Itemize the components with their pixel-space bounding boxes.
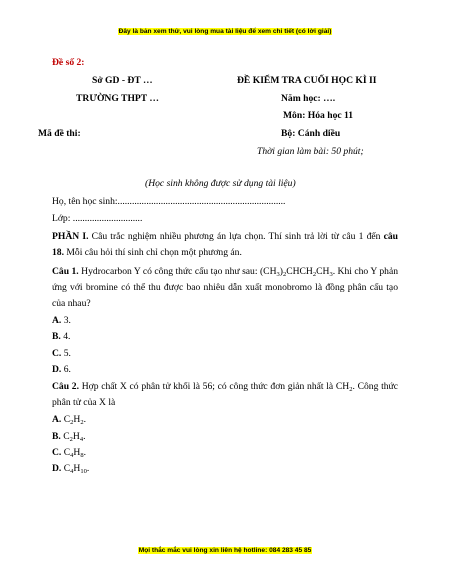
exam-title: ĐỀ KIỂM TRA CUỐI HỌC KÌ II <box>237 74 377 86</box>
header-row-3 <box>52 108 398 126</box>
option-value: 5. <box>61 347 71 359</box>
option-value: 4. <box>60 331 71 343</box>
option-value: C <box>61 463 71 475</box>
option-value: H <box>73 463 81 475</box>
subscript: 2 <box>312 270 317 278</box>
option-value: . <box>86 463 90 475</box>
option-value: 3. <box>61 315 71 327</box>
option-key: C. <box>52 347 62 359</box>
time-limit: Thời gian làm bài: 50 phút; <box>257 145 364 157</box>
subscript: 4 <box>70 451 74 459</box>
class-row <box>52 211 398 229</box>
subscript: 2 <box>70 419 74 427</box>
question-1-label: Câu 1. <box>52 265 79 277</box>
subscript: 4 <box>79 435 84 443</box>
subscript: 8 <box>80 451 84 459</box>
book-series: Bộ: Cánh diều <box>281 128 341 140</box>
header-row-1 <box>52 73 398 91</box>
subscript: 2 <box>282 270 287 278</box>
question-2-option-a <box>52 412 398 428</box>
subscript: 3 <box>329 270 333 278</box>
option-key: A. <box>52 414 62 426</box>
preview-banner <box>0 28 450 35</box>
option-key: D. <box>52 363 62 375</box>
department: Sở GD - ĐT … <box>92 74 153 86</box>
subscript: 10 <box>80 468 87 476</box>
question-1-text: CH <box>316 265 330 277</box>
header-row-2 <box>52 91 398 109</box>
option-key: D. <box>52 463 62 475</box>
spacer <box>52 162 398 176</box>
part1-desc-bold: câu 18. <box>52 231 399 259</box>
option-value: . <box>83 414 86 426</box>
question-1-option-b <box>52 329 398 345</box>
part1-title: PHẦN I. <box>52 231 89 243</box>
option-value: H <box>73 446 81 458</box>
header-row-5 <box>52 144 398 162</box>
question-1-text: . Khi cho Y phản ứng với bromine có thể thu được bao nhiêu dẫn xuất monobromo là đồng phân cấu tạo của nhau? <box>52 265 398 309</box>
option-value: C <box>61 446 71 458</box>
option-value: C <box>61 414 71 426</box>
question-2-label: Câu 2. <box>52 381 79 392</box>
option-value: H <box>73 414 81 426</box>
part1-desc-end: Mỗi câu hỏi thí sinh chỉ chọn một phương án. <box>64 247 242 259</box>
part1-desc: Câu trắc nghiệm nhiều phương án lựa chọn. Thí sinh trả lời từ câu 1 đến <box>88 231 384 243</box>
question-1-text: Hydrocarbon Y có công thức cấu tạo như sau: (CH <box>78 265 277 277</box>
exam-note: (Học sinh không được sử dụng tài liệu) <box>145 177 296 189</box>
subscript: 2 <box>69 435 73 443</box>
option-value: 6. <box>61 363 71 375</box>
class-field: Lớp: ............................. <box>52 213 143 225</box>
question-2-option-b <box>52 429 398 445</box>
hotline-banner <box>0 547 450 554</box>
preview-banner-text: Đây là bản xem thử, vui lòng mua tài liệu để xem chi tiết (có lời giải) <box>118 28 332 35</box>
header-row-4 <box>38 126 398 144</box>
question-2-text: Hợp chất X có phân tử khối là 56; có công thức đơn giản nhất là CH <box>78 381 350 392</box>
question-1-option-a <box>52 313 398 329</box>
question-1-text: CHCH <box>286 265 313 277</box>
question-1-option-c <box>52 346 398 362</box>
option-key: A. <box>52 315 62 327</box>
exam-number-row <box>52 55 398 73</box>
question-1-text: ) <box>279 265 283 277</box>
school-year: Năm học: …. <box>281 92 336 104</box>
subject: Môn: Hóa học 11 <box>283 110 354 122</box>
option-key: B. <box>52 331 61 343</box>
question-2-option-c <box>52 445 398 461</box>
hotline-banner-text: Mọi thắc mắc vui lòng xin liên hệ hotline: 084 283 45 85 <box>138 547 312 554</box>
exam-content <box>38 55 399 477</box>
student-name-field: Họ, tên học sinh:...................................................................... <box>52 195 286 207</box>
question-2 <box>52 379 398 411</box>
student-name-row <box>52 194 398 212</box>
subscript: 2 <box>349 386 353 393</box>
part1-instructions <box>52 229 398 261</box>
subscript: 4 <box>70 468 74 476</box>
option-value: . <box>83 430 86 442</box>
exam-number: Đề số 2: <box>52 57 85 68</box>
subscript: 2 <box>80 419 84 427</box>
option-value: . <box>83 446 86 458</box>
question-2-option-d <box>52 461 398 477</box>
option-key: C. <box>52 446 62 458</box>
subscript: 3 <box>276 270 280 278</box>
question-1-option-d <box>52 362 398 378</box>
question-2-text: . Công thức phân tử của X là <box>52 381 399 409</box>
exam-code: Mã đề thi: <box>38 128 81 140</box>
question-1 <box>52 264 398 313</box>
option-value: C <box>60 430 70 442</box>
option-value: H <box>72 430 80 442</box>
note-row <box>52 176 398 194</box>
school-name: TRƯỜNG THPT … <box>76 92 159 104</box>
option-key: B. <box>52 430 61 442</box>
